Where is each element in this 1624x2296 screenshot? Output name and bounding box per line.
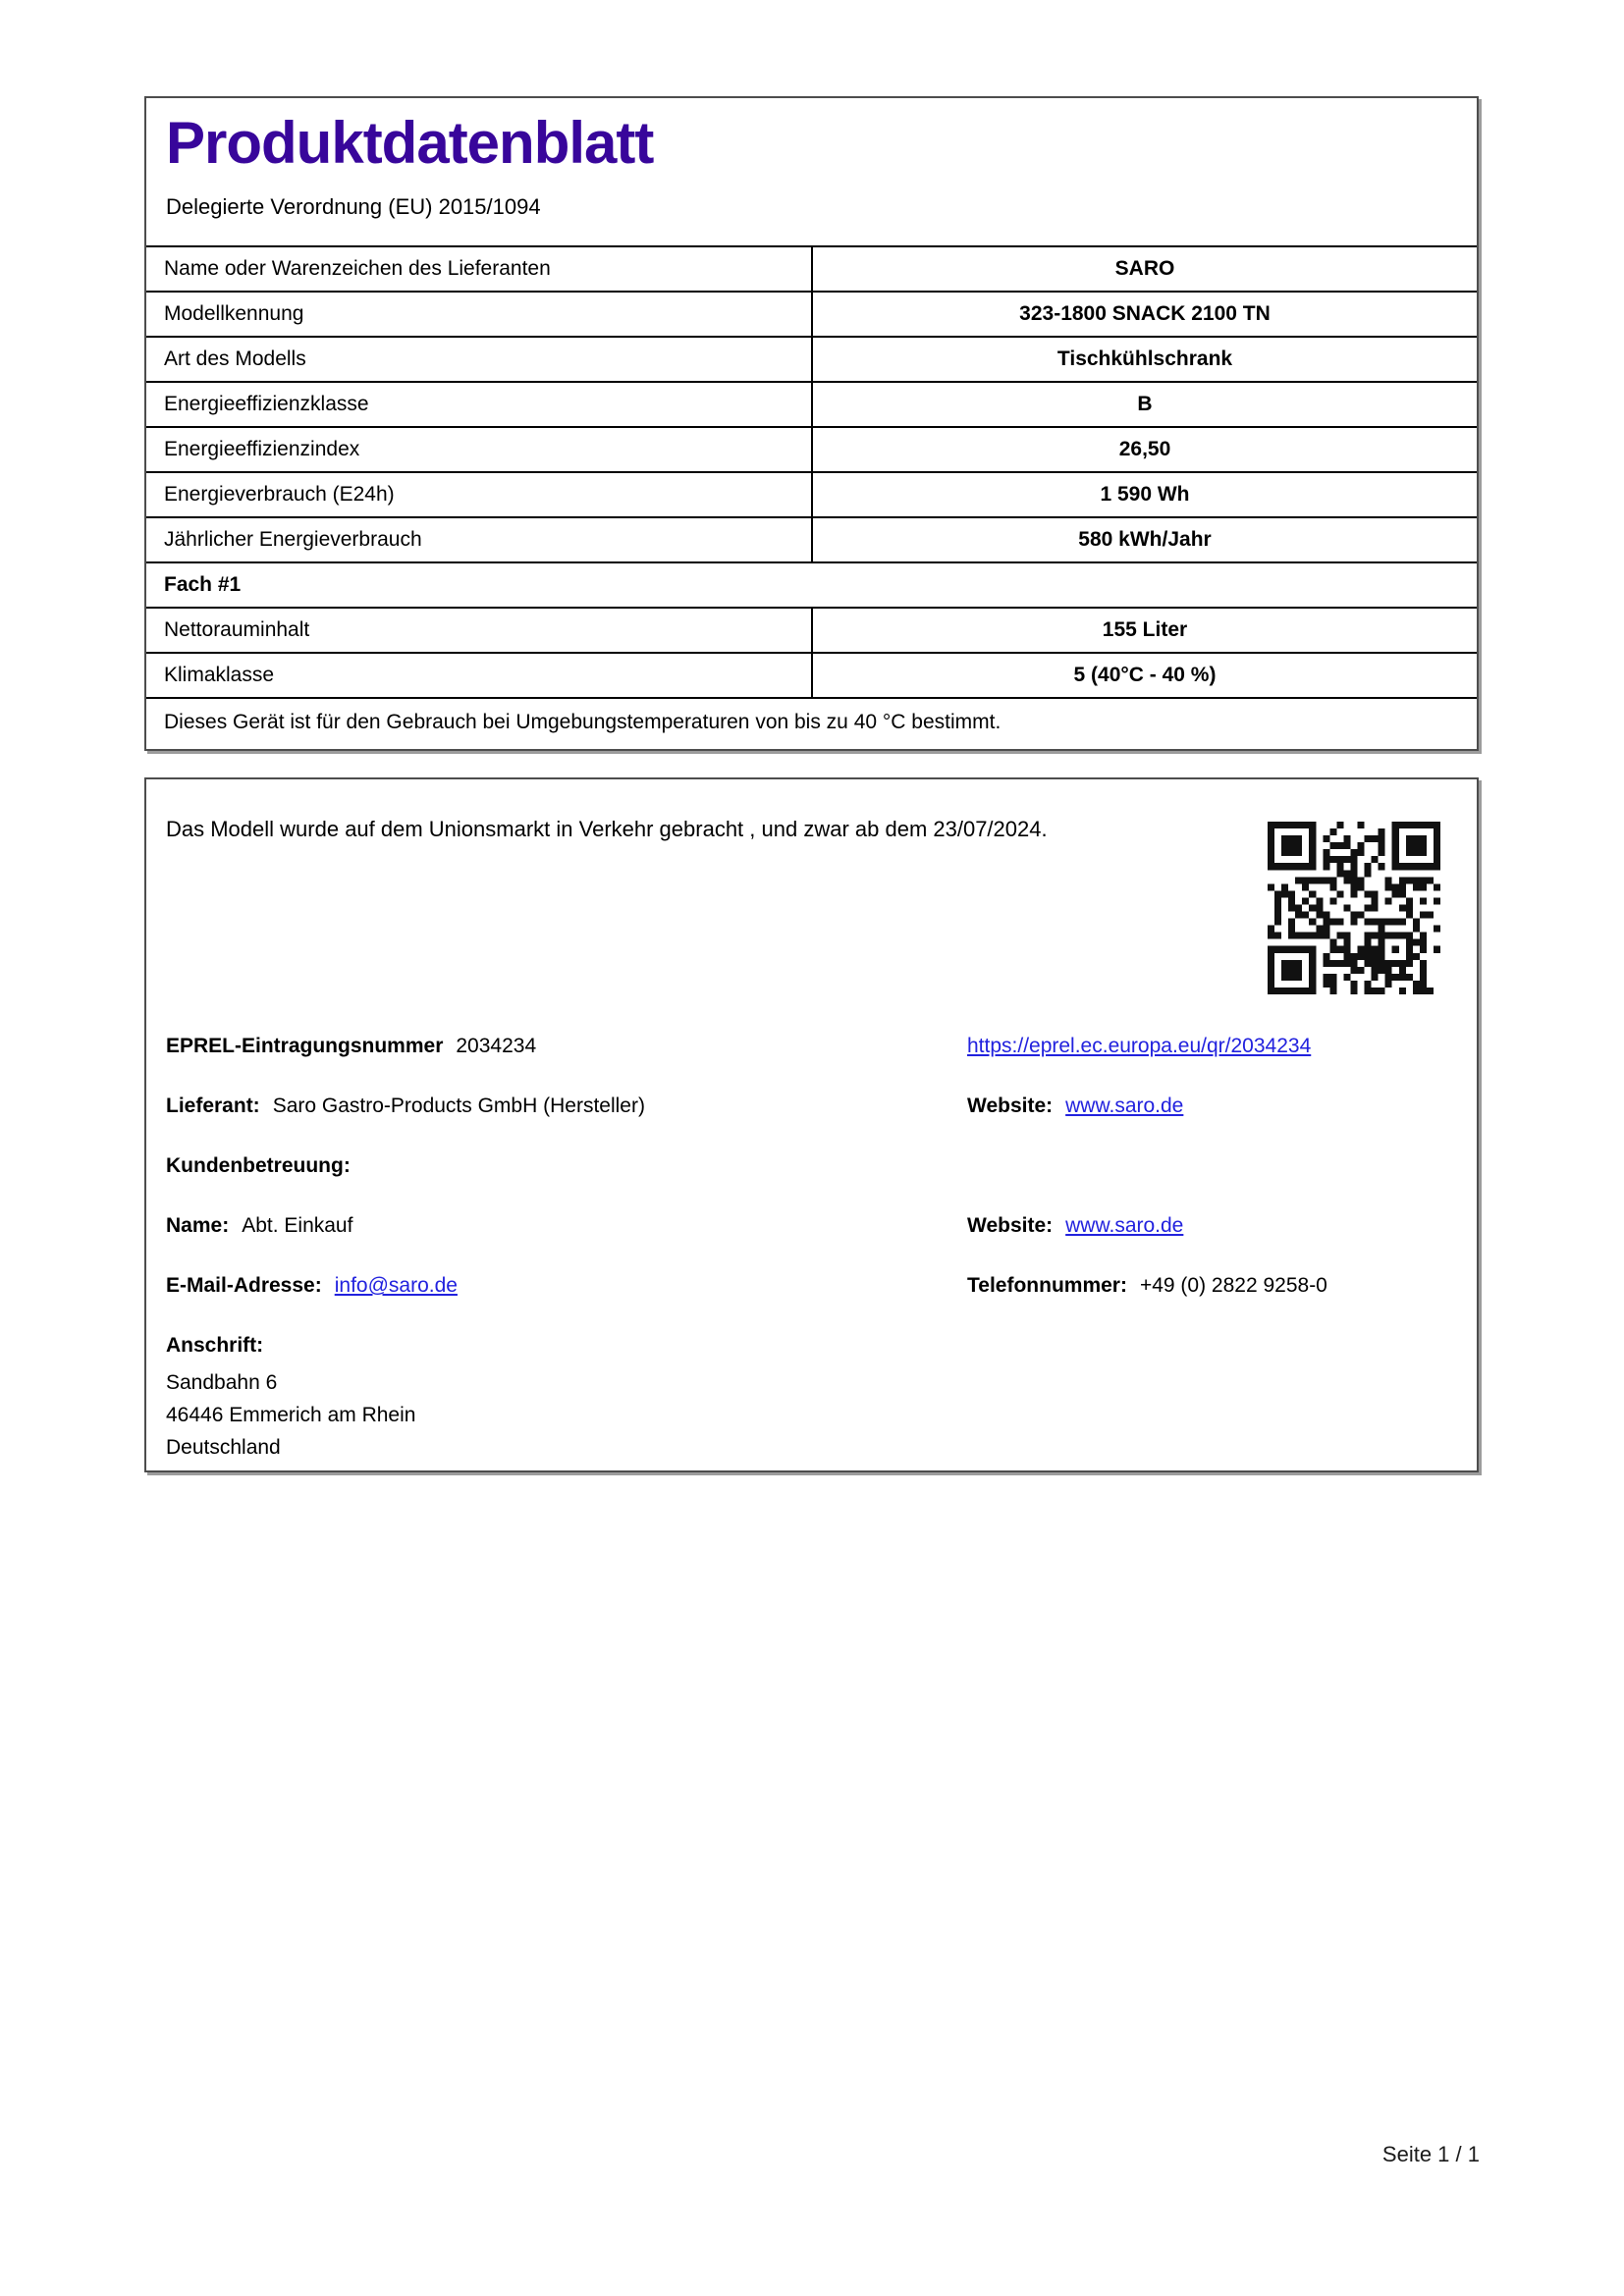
page-number: Seite 1 / 1	[1381, 2142, 1480, 2166]
datasheet-box	[144, 96, 1479, 751]
address-line: Sandbahn 6	[166, 1371, 278, 1394]
table-row	[146, 516, 1477, 561]
customer-service-row	[166, 1154, 351, 1178]
supplier-value: Saro Gastro-Products GmbH (Hersteller)	[272, 1095, 645, 1117]
row-label: Modellkennung	[146, 293, 813, 336]
eprel-label: EPREL-Eintragungsnummer	[166, 1035, 444, 1057]
table-section-row	[146, 561, 1477, 607]
website-label: Website:	[967, 1095, 1054, 1117]
table-row	[146, 471, 1477, 516]
website-link[interactable]: www.saro.de	[1065, 1214, 1184, 1237]
address-label: Anschrift:	[166, 1334, 264, 1357]
supplier-row	[166, 1095, 645, 1118]
email-label: E-Mail-Adresse:	[166, 1274, 322, 1297]
info-box	[144, 777, 1479, 1472]
row-label: Name oder Warenzeichen des Lieferanten	[146, 247, 813, 291]
phone-label: Telefonnummer:	[967, 1274, 1127, 1297]
eprel-value: 2034234	[456, 1035, 537, 1057]
row-label: Nettorauminhalt	[146, 609, 813, 652]
row-value: 1 590 Wh	[1100, 483, 1190, 506]
phone-value: +49 (0) 2822 9258-0	[1139, 1274, 1327, 1297]
row-label: Energieverbrauch (E24h)	[146, 473, 813, 516]
row-label: Energieeffizienzindex	[146, 428, 813, 471]
row-label: Jährlicher Energieverbrauch	[146, 518, 813, 561]
row-value: 26,50	[1118, 438, 1171, 460]
row-label: Energieeffizienzklasse	[146, 383, 813, 426]
contact-name-label: Name:	[166, 1214, 230, 1237]
row-value: 5 (40°C - 40 %)	[1073, 664, 1217, 686]
website-row-2	[967, 1214, 1183, 1238]
table-row	[146, 426, 1477, 471]
contact-name-row	[166, 1214, 352, 1238]
eprel-number-row	[166, 1035, 536, 1058]
row-value: 580 kWh/Jahr	[1078, 528, 1212, 551]
row-value: 155 Liter	[1102, 618, 1188, 641]
table-row	[146, 652, 1477, 697]
regulation-subtitle: Delegierte Verordnung (EU) 2015/1094	[166, 194, 541, 219]
contact-name-value: Abt. Einkauf	[242, 1214, 353, 1237]
phone-row	[967, 1274, 1327, 1298]
customer-service-label: Kundenbetreuung:	[166, 1154, 351, 1177]
table-row	[146, 245, 1477, 291]
row-value: B	[1137, 393, 1153, 415]
eprel-url-link[interactable]: https://eprel.ec.europa.eu/qr/2034234	[967, 1035, 1312, 1057]
row-value: Tischkühlschrank	[1056, 347, 1233, 370]
table-row	[146, 291, 1477, 336]
section-label: Fach #1	[164, 573, 242, 596]
datasheet-header	[146, 98, 1477, 245]
row-value: 323-1800 SNACK 2100 TN	[1019, 302, 1271, 325]
email-row	[166, 1274, 458, 1298]
row-label: Klimaklasse	[146, 654, 813, 697]
market-statement: Das Modell wurde auf dem Unionsmarkt in Verkehr gebracht , und zwar ab dem 23/07/2024.	[166, 817, 1048, 841]
note-text: Dieses Gerät ist für den Gebrauch bei Umgebungstemperaturen von bis zu 40 °C bestimmt.	[164, 710, 1001, 733]
table-row	[146, 381, 1477, 426]
table-row	[146, 336, 1477, 381]
qr-code-icon	[1268, 822, 1440, 994]
address-line: Deutschland	[166, 1436, 281, 1459]
website-row	[967, 1095, 1183, 1118]
table-row	[146, 607, 1477, 652]
table-note-row	[146, 697, 1477, 745]
page-title: Produktdatenblatt	[166, 110, 654, 176]
row-value: SARO	[1114, 257, 1175, 280]
email-link[interactable]: info@saro.de	[334, 1274, 458, 1297]
address-line: 46446 Emmerich am Rhein	[166, 1404, 416, 1426]
website-link[interactable]: www.saro.de	[1065, 1095, 1184, 1117]
row-label: Art des Modells	[146, 338, 813, 381]
website-label: Website:	[967, 1214, 1054, 1237]
address-header-row	[166, 1334, 263, 1358]
address-block	[166, 1366, 415, 1464]
eprel-link-row	[967, 1035, 1311, 1058]
supplier-label: Lieferant:	[166, 1095, 260, 1117]
